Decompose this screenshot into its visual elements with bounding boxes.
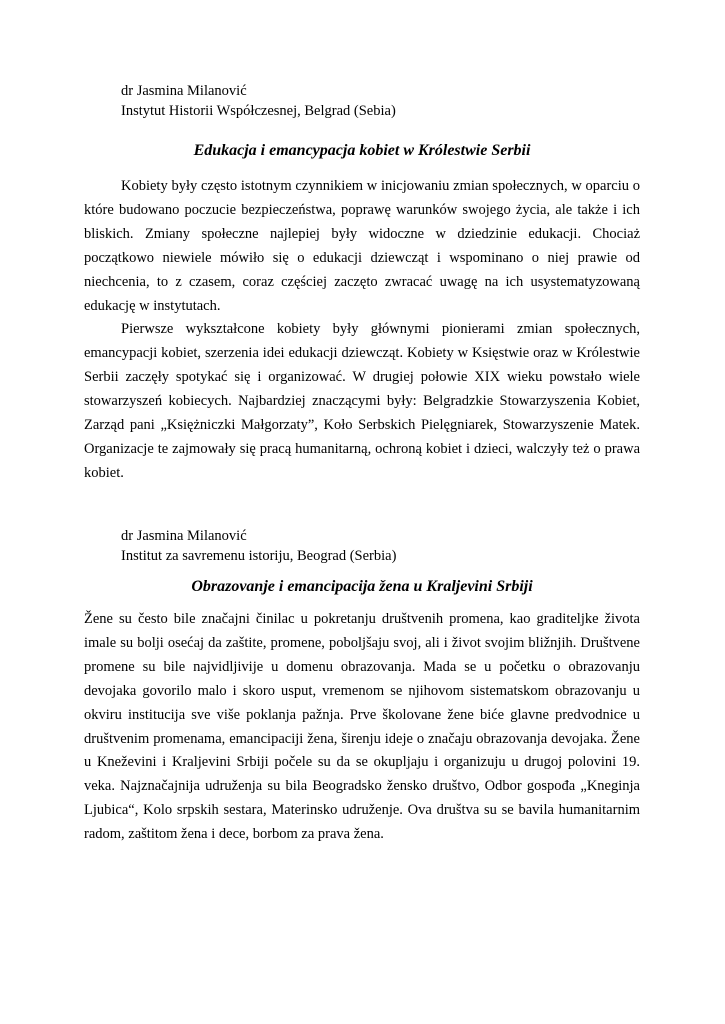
serbian-abstract <box>84 608 640 847</box>
polish-paragraph-2: Pierwsze wykształcone kobiety były głównymi pionierami zmian społecznych, emancypacji kobiet, szerzenia idei edukacji dziewcząt. Kobiety w Księstwie oraz w Królestwie Serbii zaczęły spotykać się i organizować. W drugiej połowie XIX wieku powstało wiele stowarzyszeń kobiecych. Najbardziej znaczącymi były: Belgradzkie Stowarzyszenia Kobiet, Zarząd pani „Księżniczki Małgorzaty”, Koło Serbskich Pielęgniarek, Stowarzyszenie Matek. Organizacje te zajmowały się pracą humanitarną, ochroną kobiet i dzieci, walczyły też o prawa kobiet. <box>84 321 640 481</box>
polish-title: Edukacja i emancypacja kobiet w Królestwie Serbii <box>193 142 531 159</box>
polish-author-block <box>121 81 396 121</box>
polish-abstract <box>84 175 640 486</box>
serbian-author-block <box>121 526 396 566</box>
polish-paragraph-1: Kobiety były często istotnym czynnikiem w inicjowaniu zmian społecznych, w oparciu o które budowano poczucie bezpieczeństwa, poprawę warunków swojego życia, ale także i ich bliskich. Zmiany społeczne najlepiej były widoczne w dziedzinie edukacji. Chociaż początkowo niewiele mówiło się o edukacji dziewcząt i wspominano o niej prawie od niechcenia, to z czasem, coraz częściej zaczęto zwracać uwagę na ich usystematyzowaną edukację w instytutach. <box>84 178 640 314</box>
serbian-paragraph: Žene su često bile značajni činilac u pokretanju društvenih promena, kao graditeljke života imale su bolji osećaj da zaštite, promene, poboljšaju svoj, ali i život svojim bližnjih. Društvene promene su bile najvidljivije u domenu obrazovanja. Mada se u početku o obrazovanju devojaka govorilo malo i skoro usput, vremenom se njihovom sistematskom obrazovanju u okviru institucija sve više poklanja pažnja. Prve školovane žene biće glavne predvodnice u društvenim promenama, emancipaciji žena, širenju ideje o značaju obrazovanja devojaka. Žene u Kneževini i Kraljevini Srbiji počele su da se okupljaju i organizuju u drugoj polovini 19. veka. Najznačajnija udruženja su bila Beogradsko žensko društvo, Odbor gospođa „Kneginja Ljubica“, Kolo srpskih sestara, Materinsko udruženje. Ova društva su se bavila humanitarnim radom, zaštitom žena i dece, borbom za prava žena. <box>84 611 640 843</box>
serbian-affiliation: Institut za savremenu istoriju, Beograd (Serbia) <box>121 548 397 564</box>
serbian-author-name: dr Jasmina Milanović <box>121 528 247 544</box>
polish-author-name: dr Jasmina Milanović <box>121 83 247 99</box>
serbian-title: Obrazovanje i emancipacija žena u Kraljevini Srbiji <box>191 578 533 595</box>
polish-affiliation: Instytut Historii Współczesnej, Belgrad (Sebia) <box>121 103 396 119</box>
